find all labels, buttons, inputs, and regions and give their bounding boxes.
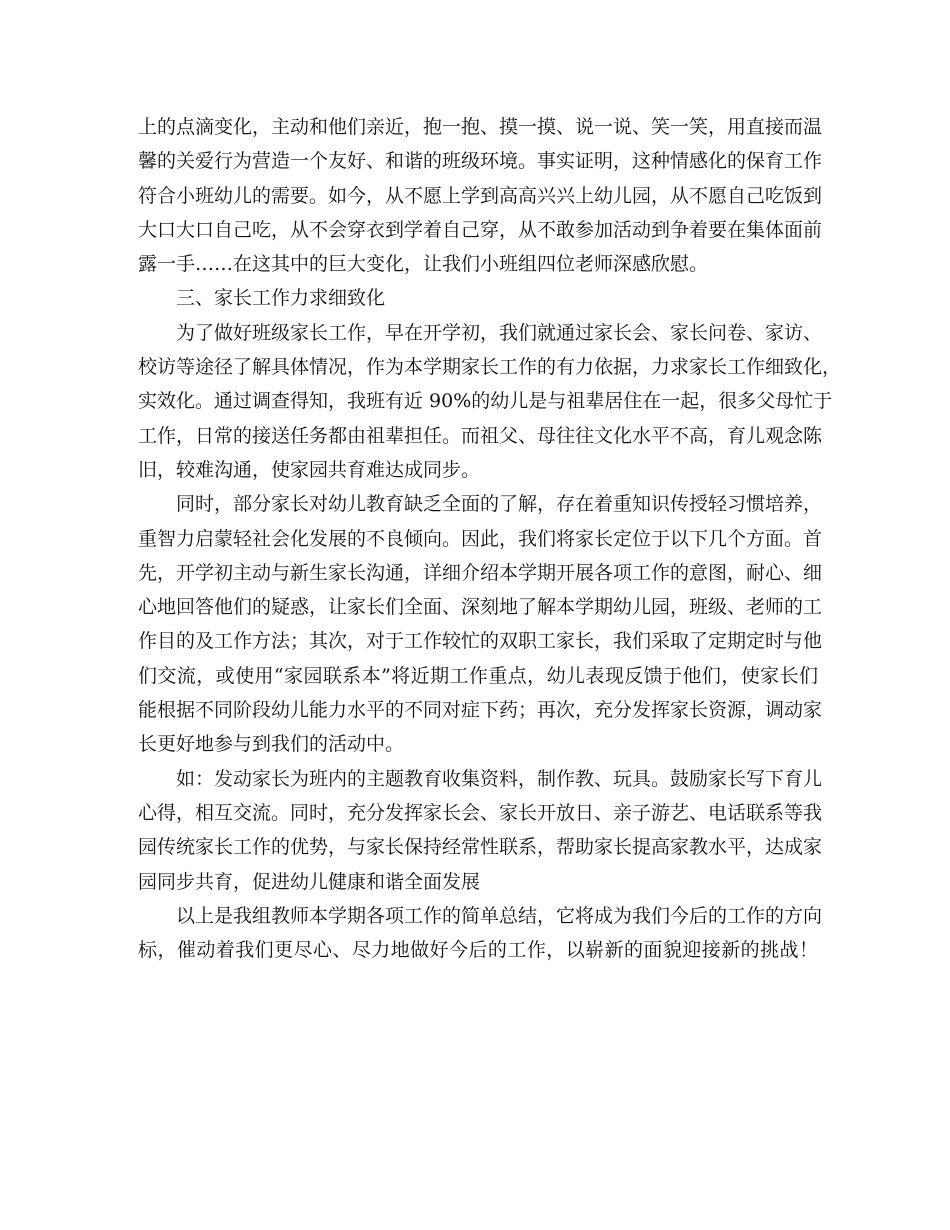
- text-line: 校访等途径了解具体情况，作为本学期家长工作的有力依据，力求家长工作细致化，: [138, 356, 842, 379]
- text-line: 作目的及工作方法；其次，对于工作较忙的双职工家长，我们采取了定期定时与他: [138, 630, 823, 653]
- text-line: 大口大口自己吃，从不会穿衣到学着自己穿，从不敢参加活动到争着要在集体面前: [138, 218, 823, 241]
- text-line: 馨的关爱行为营造一个友好、和谐的班级环境。事实证明，这种情感化的保育工作: [138, 150, 823, 173]
- section-heading: 三、家长工作力求细致化: [176, 287, 386, 310]
- text-line: 心地回答他们的疑惑，让家长们全面、深刻地了解本学期幼儿园，班级、老师的工: [138, 596, 823, 619]
- text-line: 心得，相互交流。同时，充分发挥家长会、家长开放日、亲子游艺、电话联系等我: [138, 801, 823, 824]
- text-line: 园传统家长工作的优势，与家长保持经常性联系，帮助家长提高家教水平，达成家: [138, 836, 823, 859]
- text-line: 实效化。通过调查得知，我班有近 90%的幼儿是与祖辈居住在一起，很多父母忙于: [138, 390, 833, 413]
- text-line: 工作，日常的接送任务都由祖辈担任。而祖父、母往往文化水平不高，育儿观念陈: [138, 424, 823, 447]
- body-text: [138, 110, 842, 967]
- text-line: 以上是我组教师本学期各项工作的简单总结，它将成为我们今后的工作的方向: [176, 904, 823, 927]
- text-line: 露一手……在这其中的巨大变化，让我们小班组四位老师深感欣慰。: [138, 253, 709, 276]
- text-line: 先，开学初主动与新生家长沟通，详细介绍本学期开展各项工作的意图，耐心、细: [138, 561, 823, 584]
- text-line: 旧，较难沟通，使家园共育难达成同步。: [138, 458, 481, 481]
- text-line: 上的点滴变化，主动和他们亲近，抱一抱、摸一摸、说一说、笑一笑，用直接而温: [138, 116, 823, 138]
- text-line: 能根据不同阶段幼儿能力水平的不同对症下药；再次，充分发挥家长资源，调动家: [138, 699, 823, 722]
- text-line: 同时，部分家长对幼儿教育缺乏全面的了解，存在着重知识传授轻习惯培养，: [176, 493, 823, 516]
- text-line: 如：发动家长为班内的主题教育收集资料，制作教、玩具。鼓励家长写下育儿: [176, 767, 823, 790]
- text-line: 为了做好班级家长工作，早在开学初，我们就通过家长会、家长问卷、家访、: [176, 321, 823, 344]
- text-line: 符合小班幼儿的需要。如今，从不愿上学到高高兴兴上幼儿园，从不愿自己吃饭到: [138, 184, 823, 207]
- text-line: 园同步共育，促进幼儿健康和谐全面发展: [138, 870, 481, 893]
- text-line: 重智力启蒙轻社会化发展的不良倾向。因此，我们将家长定位于以下几个方面。首: [138, 527, 823, 550]
- text-line: 们交流，或使用“家园联系本”将近期工作重点，幼儿表现反馈于他们，使家长们: [138, 664, 818, 687]
- text-line: 标，催动着我们更尽心、尽力地做好今后的工作，以崭新的面貌迎接新的挑战！: [138, 939, 818, 962]
- text-line: 长更好地参与到我们的活动中。: [138, 733, 405, 756]
